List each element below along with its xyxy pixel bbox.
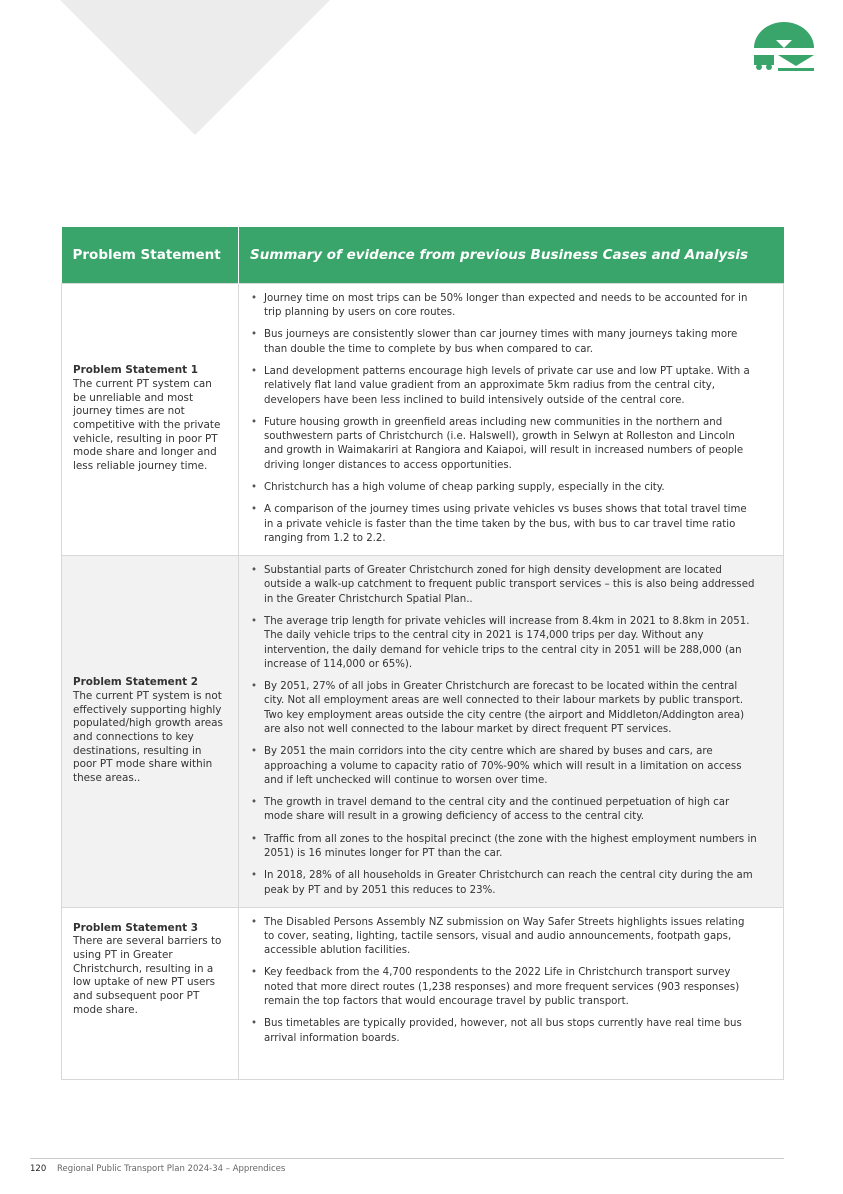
footer-divider [30,1158,784,1159]
list-item: • The Disabled Persons Assembly NZ submission on Way Safer Streets highlights issues relating to cover, seating, lighting, tactile sensors, visual and audio announcements, footpath gaps, accessible ablution facilities. [249,916,757,959]
problem-statement-text: The current PT system is not effectively supporting highly populated/high growth areas and connections to key destinations, resulting in poor PT mode share within these areas.. [73,689,223,785]
problem-statement-cell [62,555,239,907]
page-number: 120 [30,1164,47,1174]
evidence-cell [239,555,784,907]
problem-statement-title: Problem Statement 1 [73,364,198,377]
list-item: • In 2018, 28% of all households in Greater Christchurch can reach the central city during the am peak by PT and by 2051 this reduces to 23%. [249,869,757,898]
table-row [62,907,784,1079]
list-item: • Journey time on most trips can be 50% longer than expected and needs to be accounted for in trip planning by users on core routes. [249,292,757,321]
list-item: • Key feedback from the 4,700 respondents to the 2022 Life in Christchurch transport survey noted that more direct routes (1,238 responses) and more frequent services (903 responses) remain the top factors that would encourage travel by public transport. [249,966,757,1009]
list-item: • The growth in travel demand to the central city and the continued perpetuation of high car mode share will result in a growing deficiency of access to the central city. [249,796,757,825]
header-summary-of-evidence: Summary of evidence from previous Business Cases and Analysis [239,227,784,283]
document-title: Regional Public Transport Plan 2024-34 – Apprendices [56,1164,286,1174]
problem-statement-title: Problem Statement 2 [73,676,198,689]
list-item: • A comparison of the journey times using private vehicles vs buses shows that total travel time in a private vehicle is faster than the time taken by the bus, with bus to car travel time ratio ranging from 1.2 to 2.2. [249,503,757,546]
evidence-list [249,916,757,1046]
list-item: • Future housing growth in greenfield areas including new communities in the northern and southwestern parts of Christchurch (i.e. Halswell), growth in Selwyn at Rolleston and Lincoln and growth in Waimakariri at Rangiora and Kaiapoi, will result in increased numbers of people driving longer distances to access opportunities. [249,416,757,473]
list-item: • The average trip length for private vehicles will increase from 8.4km in 2021 to 8.8km in 2051. The daily vehicle trips to the central city in 2021 is 174,000 trips per day. Without any intervention, the daily demand for vehicle trips to the central city in 2051 will be 288,000 (an increase of 114,000 or 65%). [249,615,757,672]
evidence-table [61,227,784,1080]
problem-statement-title: Problem Statement 3 [73,921,198,934]
table-row [62,283,784,555]
table-header-row [62,227,784,283]
header-problem-statement: Problem Statement [62,227,239,283]
decorative-triangle [60,0,330,135]
problem-statement-cell [62,907,239,1079]
problem-statement-text: The current PT system can be unreliable and most journey times are not competitive with the private vehicle, resulting in poor PT mode share and longer and less reliable journey time. [73,377,221,473]
problem-statement-cell [62,283,239,555]
list-item: • Land development patterns encourage high levels of private car use and low PT uptake. With a relatively flat land value gradient from an approximate 5km radius from the central city, developers have been less inclined to build intensively outside of the central core. [249,365,757,408]
list-item: • Substantial parts of Greater Christchurch zoned for high density development are located outside a walk-up catchment to frequent public transport services – this is also being addressed in the Greater Christchurch Spatial Plan.. [249,564,757,607]
evidence-cell [239,283,784,555]
transport-logo-icon [748,22,820,72]
evidence-cell [239,907,784,1079]
list-item: • Traffic from all zones to the hospital precinct (the zone with the highest employment numbers in 2051) is 16 minutes longer for PT than the car. [249,833,757,862]
list-item: • By 2051, 27% of all jobs in Greater Christchurch are forecast to be located within the central city. Not all employment areas are well connected to their labour markets by public transport. Two key employment areas outside the city centre (the airport and Middleton/Addington area) are also not well connected to the labour market by direct frequent PT services. [249,680,757,737]
list-item: • Christchurch has a high volume of cheap parking supply, especially in the city. [249,481,757,495]
list-item: • By 2051 the main corridors into the city centre which are shared by buses and cars, are approaching a volume to capacity ratio of 70%-90% which will result in a limitation on access and if left unchecked will continue to worsen over time. [249,745,757,788]
problem-statement-text: There are several barriers to using PT in Greater Christchurch, resulting in a low uptake of new PT users and subsequent poor PT mode share. [73,935,222,1016]
list-item: • Bus journeys are consistently slower than car journey times with many journeys taking more than double the time to complete by bus when compared to car. [249,328,757,357]
evidence-list [249,292,757,546]
list-item: • Bus timetables are typically provided, however, not all bus stops currently have real time bus arrival information boards. [249,1017,757,1046]
table-row [62,555,784,907]
page-footer [30,1164,285,1174]
evidence-list [249,564,757,898]
